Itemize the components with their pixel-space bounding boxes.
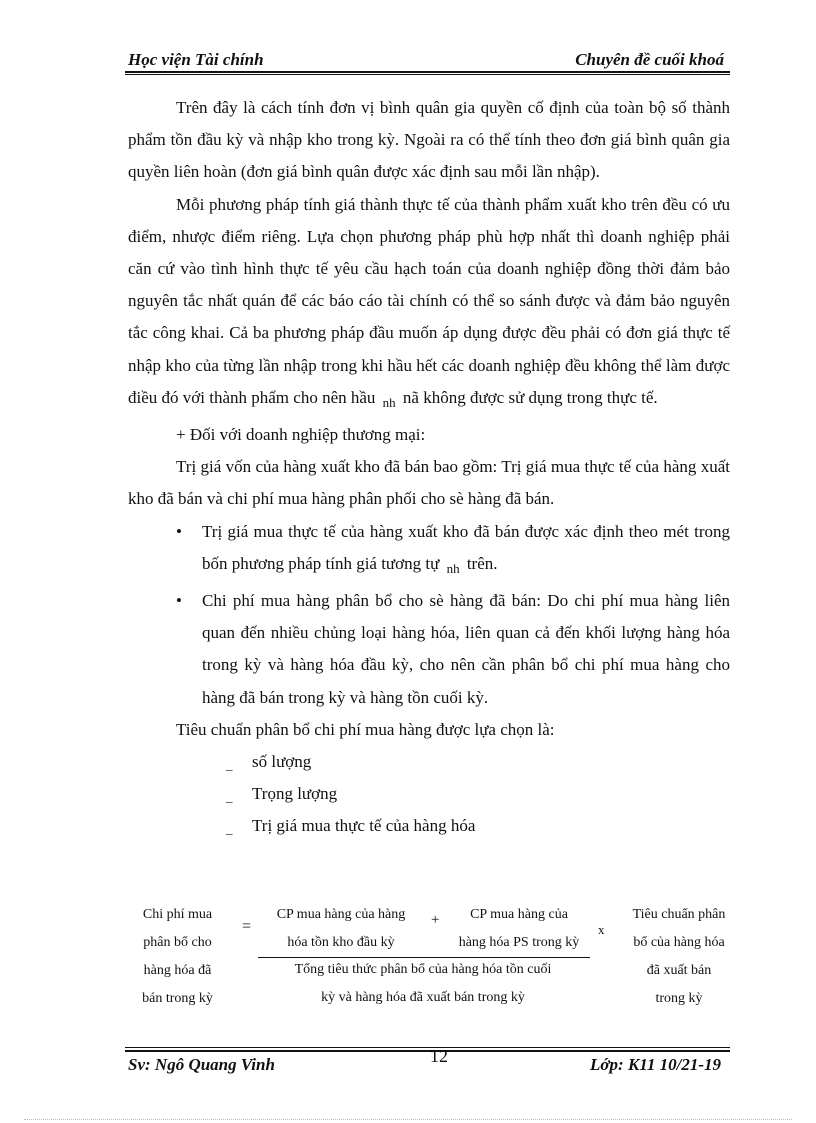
subscript-text: nh xyxy=(446,560,460,576)
paragraph xyxy=(128,189,730,419)
formula-text-line: hàng hóa đã xyxy=(143,963,212,978)
formula-numerator-term-2 xyxy=(444,901,594,957)
bullet-icon: • xyxy=(176,591,182,611)
formula-text-line: bán trong kỳ xyxy=(142,991,213,1006)
formula-numerator-term-1 xyxy=(262,901,420,957)
dash-icon: _ xyxy=(226,821,233,837)
plus-sign: + xyxy=(431,912,440,928)
formula-text-line: phân bổ cho xyxy=(143,935,212,950)
footer-rule-thin xyxy=(125,1047,730,1048)
formula-text-line: bổ của hàng hóa xyxy=(633,935,725,950)
formula-text-line: hàng hóa PS trong kỳ xyxy=(458,935,580,950)
bullet-icon: • xyxy=(176,521,182,541)
formula-text-line: Tiêu chuẩn phân xyxy=(632,907,726,922)
page-number: 12 xyxy=(430,1046,448,1066)
footer-student-name: Sv: Ngô Quang Vinh xyxy=(128,1055,275,1074)
list-item xyxy=(128,585,730,714)
criteria-text: Trọng lượng xyxy=(252,784,338,804)
formula-text-line: CP mua hàng của xyxy=(470,907,568,922)
formula-text-line: đã xuất bán xyxy=(646,963,712,978)
list-item xyxy=(128,516,730,585)
criteria-item xyxy=(128,746,730,778)
formula-text-line: Tổng tiêu thức phân bổ của hàng hóa tồn cuối xyxy=(294,962,552,977)
paragraph-text: Mỗi phương pháp tính giá thành thực tế của thành phẩm xuất kho trên đều có ưu điểm, nhược điểm riêng. Lựa chọn phương pháp phù hợp nhất thì doanh nghiệp phải căn cứ vào tình hình thực tế yêu cầu hạch toán của doanh nghiệp đồng thời đảm bảo nguyên tắc nhất quán để các báo cáo tài chính có thể so sánh được và đảm bảo nguyên tắc công khai. Cả ba phương pháp đầu muốn áp dụng được đều phải có đơn giá thực tế nhập kho của từng lần nhập trong khi hầu hết các doanh nghiệp đều không thể làm được điều đó với thành phẩm cho nên hầu xyxy=(128,194,730,407)
paragraph-text: nã không được sử dụng trong thực tế. xyxy=(402,387,658,407)
paragraph: + Đối với doanh nghiệp thương mại: xyxy=(176,425,426,445)
header-institution: Học viện Tài chính xyxy=(128,50,264,69)
formula-result-label xyxy=(130,901,225,1013)
paragraph: Trị giá vốn của hàng xuất kho đã bán bao gồm: Trị giá mua thực tế của hàng xuất kho đã bán và chi phí mua hàng phân phối cho sè hàng đã bán. xyxy=(128,457,730,509)
equals-sign: = xyxy=(242,918,252,935)
header-document-title: Chuyên đề cuối khoá xyxy=(575,50,724,69)
criteria-item xyxy=(128,810,730,842)
criteria-item xyxy=(128,778,730,810)
formula-denominator xyxy=(262,956,584,1012)
formula-text-line: hóa tồn kho đầu kỳ xyxy=(287,935,395,950)
list-item-text: Chi phí mua hàng phân bổ cho sè hàng đã bán: Do chi phí mua hàng liên quan đến nhiều chủng loại hàng hóa, liên quan cả đến khối lượng hàng hóa trong kỳ và hàng hóa đầu kỳ, cho nên cần phân bổ chi phí mua hàng cho hàng đã bán trong kỳ và hàng tồn cuối kỳ. xyxy=(202,591,730,707)
subscript-text: nh xyxy=(382,394,396,410)
list-item-text: trên. xyxy=(466,553,498,573)
header-rule-thin xyxy=(125,74,730,75)
bullet-list xyxy=(128,516,730,714)
formula-text-line: kỳ và hàng hóa đã xuất bán trong kỳ xyxy=(321,990,525,1005)
dash-icon: _ xyxy=(226,757,233,773)
paragraph: Trên đây là cách tính đơn vị bình quân gia quyền cố định của toàn bộ số thành phẩm tồn đầu kỳ và nhập kho trong kỳ. Ngoài ra có thể tính theo đơn giá bình quân gia quyền liên hoàn (đơn giá bình quân được xác định sau mỗi lần nhập). xyxy=(128,98,730,182)
dash-icon: _ xyxy=(226,789,233,805)
footer-rule xyxy=(125,1050,730,1052)
body-text xyxy=(128,92,730,843)
criteria-text: số lượng xyxy=(252,752,312,772)
header-rule xyxy=(125,71,730,73)
formula-criteria-label xyxy=(618,901,740,1013)
list-item-text: Trị giá mua thực tế của hàng xuất kho đã bán được xác định theo mét trong bốn phương pháp tính giá tương tự xyxy=(202,521,730,573)
formula-text-line: CP mua hàng của hàng xyxy=(276,907,406,922)
criteria-text: Trị giá mua thực tế của hàng hóa xyxy=(252,816,476,836)
footer-class: Lớp: K11 10/21-19 xyxy=(590,1055,721,1074)
page-edge xyxy=(24,1119,792,1120)
formula-text-line: trong kỳ xyxy=(655,991,703,1006)
formula-text-line: Chi phí mua xyxy=(142,907,213,922)
multiply-sign: x xyxy=(598,922,605,937)
paragraph: Tiêu chuẩn phân bổ chi phí mua hàng được lựa chọn là: xyxy=(176,719,555,739)
